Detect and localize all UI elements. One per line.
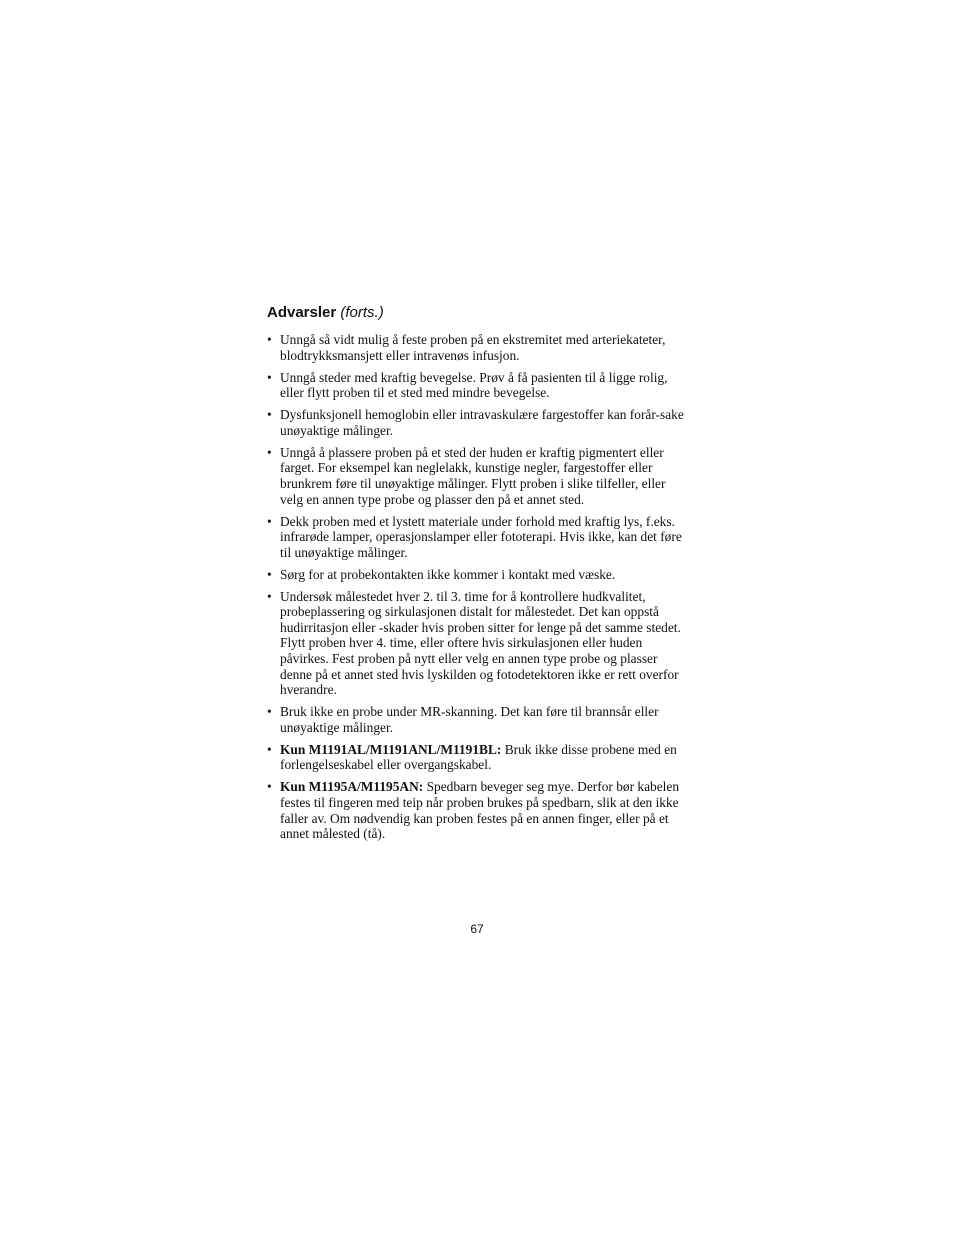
list-item — [266, 332, 691, 363]
list-item — [266, 567, 691, 583]
item-text: Dekk proben med et lystett materiale under forhold med kraftig lys, f.eks. infrarøde lamper, operasjonslamper eller fototerapi. Hvis ikke, kan det føre til unøyaktige målinger. — [280, 513, 682, 560]
list-item — [266, 704, 691, 735]
bullet-icon: • — [267, 369, 272, 385]
bullet-icon: • — [267, 779, 272, 795]
item-text: Bruk ikke disse probene med en forlengelseskabel eller overgangskabel. — [280, 741, 677, 773]
heading-title: Advarsler — [267, 304, 337, 321]
list-item — [266, 742, 691, 773]
bullet-icon: • — [267, 566, 272, 582]
item-text: Undersøk målestedet hver 2. til 3. time for å kontrollere hudkvalitet, probeplassering og sirkulasjonen distalt for målestedet. Det kan oppstå hudirritasjon eller -skader hvis proben sitter for lenge på det samme stedet. Flytt proben hver 4. time, eller oftere hvis sirkulasjonen eller huden påvirkes. Fest proben på nytt eller velg en annen type probe og plasser denne på et annet sted hvis lyskilden og fotodetektoren ikke er rett overfor hverandre. — [280, 588, 681, 698]
bullet-icon: • — [267, 741, 272, 757]
list-item — [266, 514, 691, 561]
warnings-list — [266, 332, 691, 842]
item-text: Sørg for at probekontakten ikke kommer i kontakt med væske. — [280, 566, 616, 582]
list-item — [266, 370, 691, 401]
list-item — [266, 445, 691, 507]
page-number: 67 — [470, 922, 484, 936]
page-content — [266, 303, 691, 848]
heading-subtitle: (forts.) — [340, 304, 384, 321]
bullet-icon: • — [267, 588, 272, 604]
bullet-icon: • — [267, 513, 272, 529]
list-item — [266, 407, 691, 438]
item-text: Bruk ikke en probe under MR-skanning. Det kan føre til brannsår eller unøyaktige målinger. — [280, 704, 659, 735]
section-heading — [267, 303, 691, 323]
list-item — [266, 589, 691, 698]
bullet-icon: • — [267, 704, 272, 720]
bullet-icon: • — [267, 332, 272, 347]
item-text: Spedbarn beveger seg mye. Derfor bør kabelen festes til fingeren med teip når proben brukes på spedbarn, slik at den ikke faller av. Om nødvendig kan proben festes på en annen finger, eller på et annet målested (tå). — [280, 779, 680, 842]
item-text: Unngå å plassere proben på et sted der huden er kraftig pigmentert eller farget. For eksempel kan neglelakk, kunstige negler, fargestoffer eller brunkrem føre til unøyaktige målinger. Flytt proben i slike tilfeller, eller velg en annen type probe og plasser den på et annet sted. — [280, 444, 666, 507]
bullet-icon: • — [267, 407, 272, 423]
list-item — [266, 779, 691, 841]
item-text: Unngå så vidt mulig å feste proben på en ekstremitet med arteriekateter, blodtrykksmansjett eller intravenøs infusjon. — [280, 332, 666, 363]
item-lead: Kun M1195A/M1195AN: — [280, 779, 424, 795]
item-lead: Kun M1191AL/M1191ANL/M1191BL: — [280, 741, 502, 757]
item-text: Dysfunksjonell hemoglobin eller intravaskulære fargestoffer kan forår-sake unøyaktige målinger. — [280, 407, 684, 438]
item-text: Unngå steder med kraftig bevegelse. Prøv å få pasienten til å ligge rolig, eller flytt proben til et sted med mindre bevegelse. — [280, 369, 668, 401]
bullet-icon: • — [267, 444, 272, 460]
